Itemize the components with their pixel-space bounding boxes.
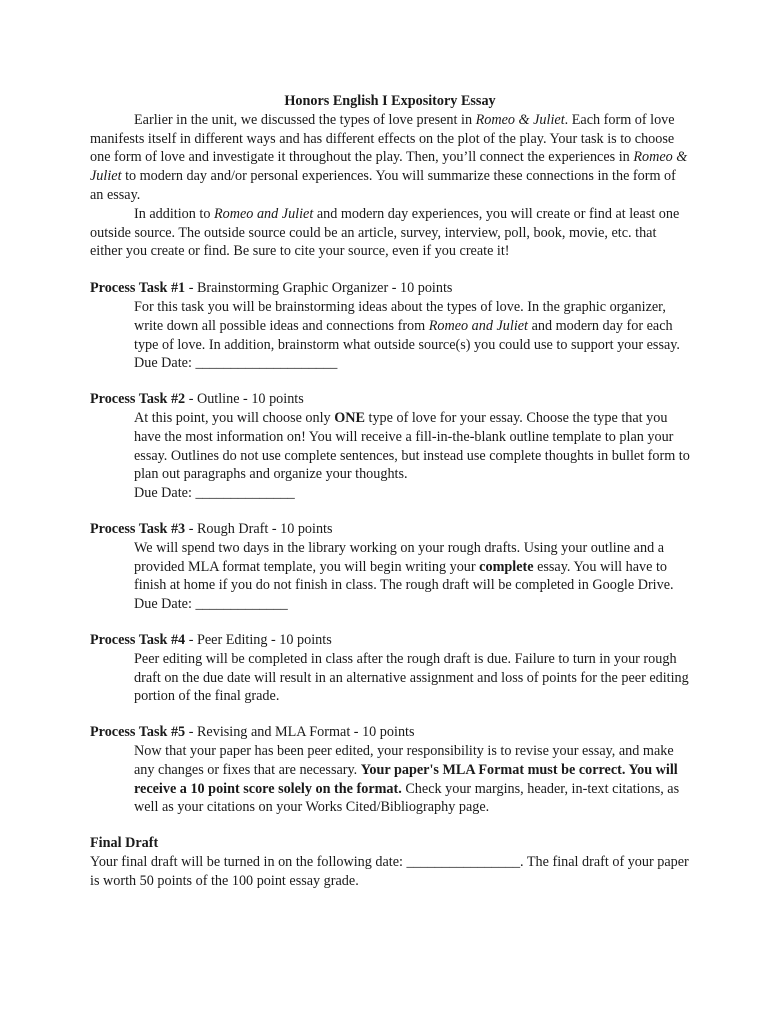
task-description: - Rough Draft - 10 points <box>185 520 333 537</box>
task-text <box>134 539 690 595</box>
due-date-line: Due Date: ____________________ <box>134 355 338 372</box>
intro-text: Earlier in the unit, we discussed the types of love present in <box>134 111 476 128</box>
intro-paragraph-1 <box>90 111 690 205</box>
intro-text: . Each form of love manifests itself in different ways and has different effects on the plot of the play. Your task is to choose one form of love and investigate it throughout the play. Then, you’ll connect the experiences in <box>90 111 675 166</box>
task-description: - Peer Editing - 10 points <box>185 631 332 648</box>
play-title-italic: Romeo and Juliet <box>428 317 529 334</box>
task-text-part: For this task you will be brainstorming ideas about the types of love. In the graphic organizer, write down all possible ideas and connections from <box>134 298 666 334</box>
intro-text: and modern day experiences, you will create or find at least one outside source. The outside source could be an article, survey, interview, poll, book, movie, etc. that either you create or find. Be sure to cite your source, even if you create it! <box>90 205 680 260</box>
task-body <box>90 539 690 614</box>
task-label: Process Task #1 <box>90 280 186 297</box>
task-label: Process Task #5 <box>90 724 186 741</box>
task-body <box>90 742 690 817</box>
task-label: Process Task #4 <box>90 631 186 648</box>
task-text: Peer editing will be completed in class after the rough draft is due. Failure to turn in your rough draft on the due date will result in an alternative assignment and loss of points for the peer editing portion of the final grade. <box>134 650 689 705</box>
task-text <box>134 742 690 817</box>
intro-paragraph-2 <box>90 205 690 261</box>
task-heading <box>90 723 690 742</box>
task-heading <box>90 631 690 650</box>
task-heading <box>90 520 690 539</box>
final-draft-heading: Final Draft <box>90 835 159 852</box>
task-body <box>90 650 690 706</box>
due-date-line: Due Date: ______________ <box>134 485 295 502</box>
task-label: Process Task #3 <box>90 520 186 537</box>
page-title: Honors English I Expository Essay <box>284 93 496 109</box>
final-draft-text: Your final draft will be turned in on the following date: ________________. The final draft of your paper is worth 50 points of the 100 point essay grade. <box>90 853 689 889</box>
task-text <box>134 409 690 484</box>
task-body <box>90 409 690 503</box>
play-title-italic: Romeo and Juliet <box>214 205 314 222</box>
emphasis-bold: complete <box>479 558 534 575</box>
task-text-part: essay. You will have to finish at home if you do not finish in class. The rough draft will be completed in Google Drive. <box>134 558 674 594</box>
task-text-part: type of love for your essay. Choose the type that you have the most information on! You will receive a fill-in-the-blank outline template to plan your essay. Outlines do not use complete sentences, but instead use complete thoughts in bullet form to plan out paragraphs and organize your thoughts. <box>134 409 690 483</box>
intro-text: to modern day and/or personal experiences. You will summarize these connections in the form of an essay. <box>90 168 676 203</box>
task-text <box>134 298 690 354</box>
emphasis-bold: Your paper's MLA Format must be correct. You will receive a 10 point score solely on the format. <box>134 761 678 797</box>
task-text-part: We will spend two days in the library working on your rough drafts. Using your outline and a provided MLA format template, you will begin writing your <box>134 539 665 575</box>
task-label: Process Task #2 <box>90 391 186 408</box>
play-title-italic: Romeo & Juliet <box>90 149 688 185</box>
task-body <box>90 298 690 373</box>
task-text-part: At this point, you will choose only <box>134 409 335 426</box>
task-text-part: Check your margins, header, in-text citations, as well as your citations on your Works Cited/Bibliography page. <box>134 780 680 816</box>
task-text-part: Now that your paper has been peer edited, your responsibility is to revise your essay, and make any changes or fixes that are necessary. <box>134 742 674 778</box>
task-text-part: and modern day for each type of love. In addition, brainstorm what outside source(s) you could use to support your essay. <box>134 317 680 353</box>
task-description: - Outline - 10 points <box>185 391 304 408</box>
task-description: - Revising and MLA Format - 10 points <box>185 724 415 741</box>
task-heading <box>90 390 690 409</box>
task-heading <box>90 279 690 298</box>
emphasis-bold: ONE <box>334 409 365 426</box>
task-description: - Brainstorming Graphic Organizer - 10 points <box>185 280 453 297</box>
due-date-line: Due Date: _____________ <box>134 596 288 613</box>
intro-text: In addition to <box>134 205 214 222</box>
document-page <box>90 92 690 890</box>
play-title-italic: Romeo & Juliet <box>475 111 565 128</box>
